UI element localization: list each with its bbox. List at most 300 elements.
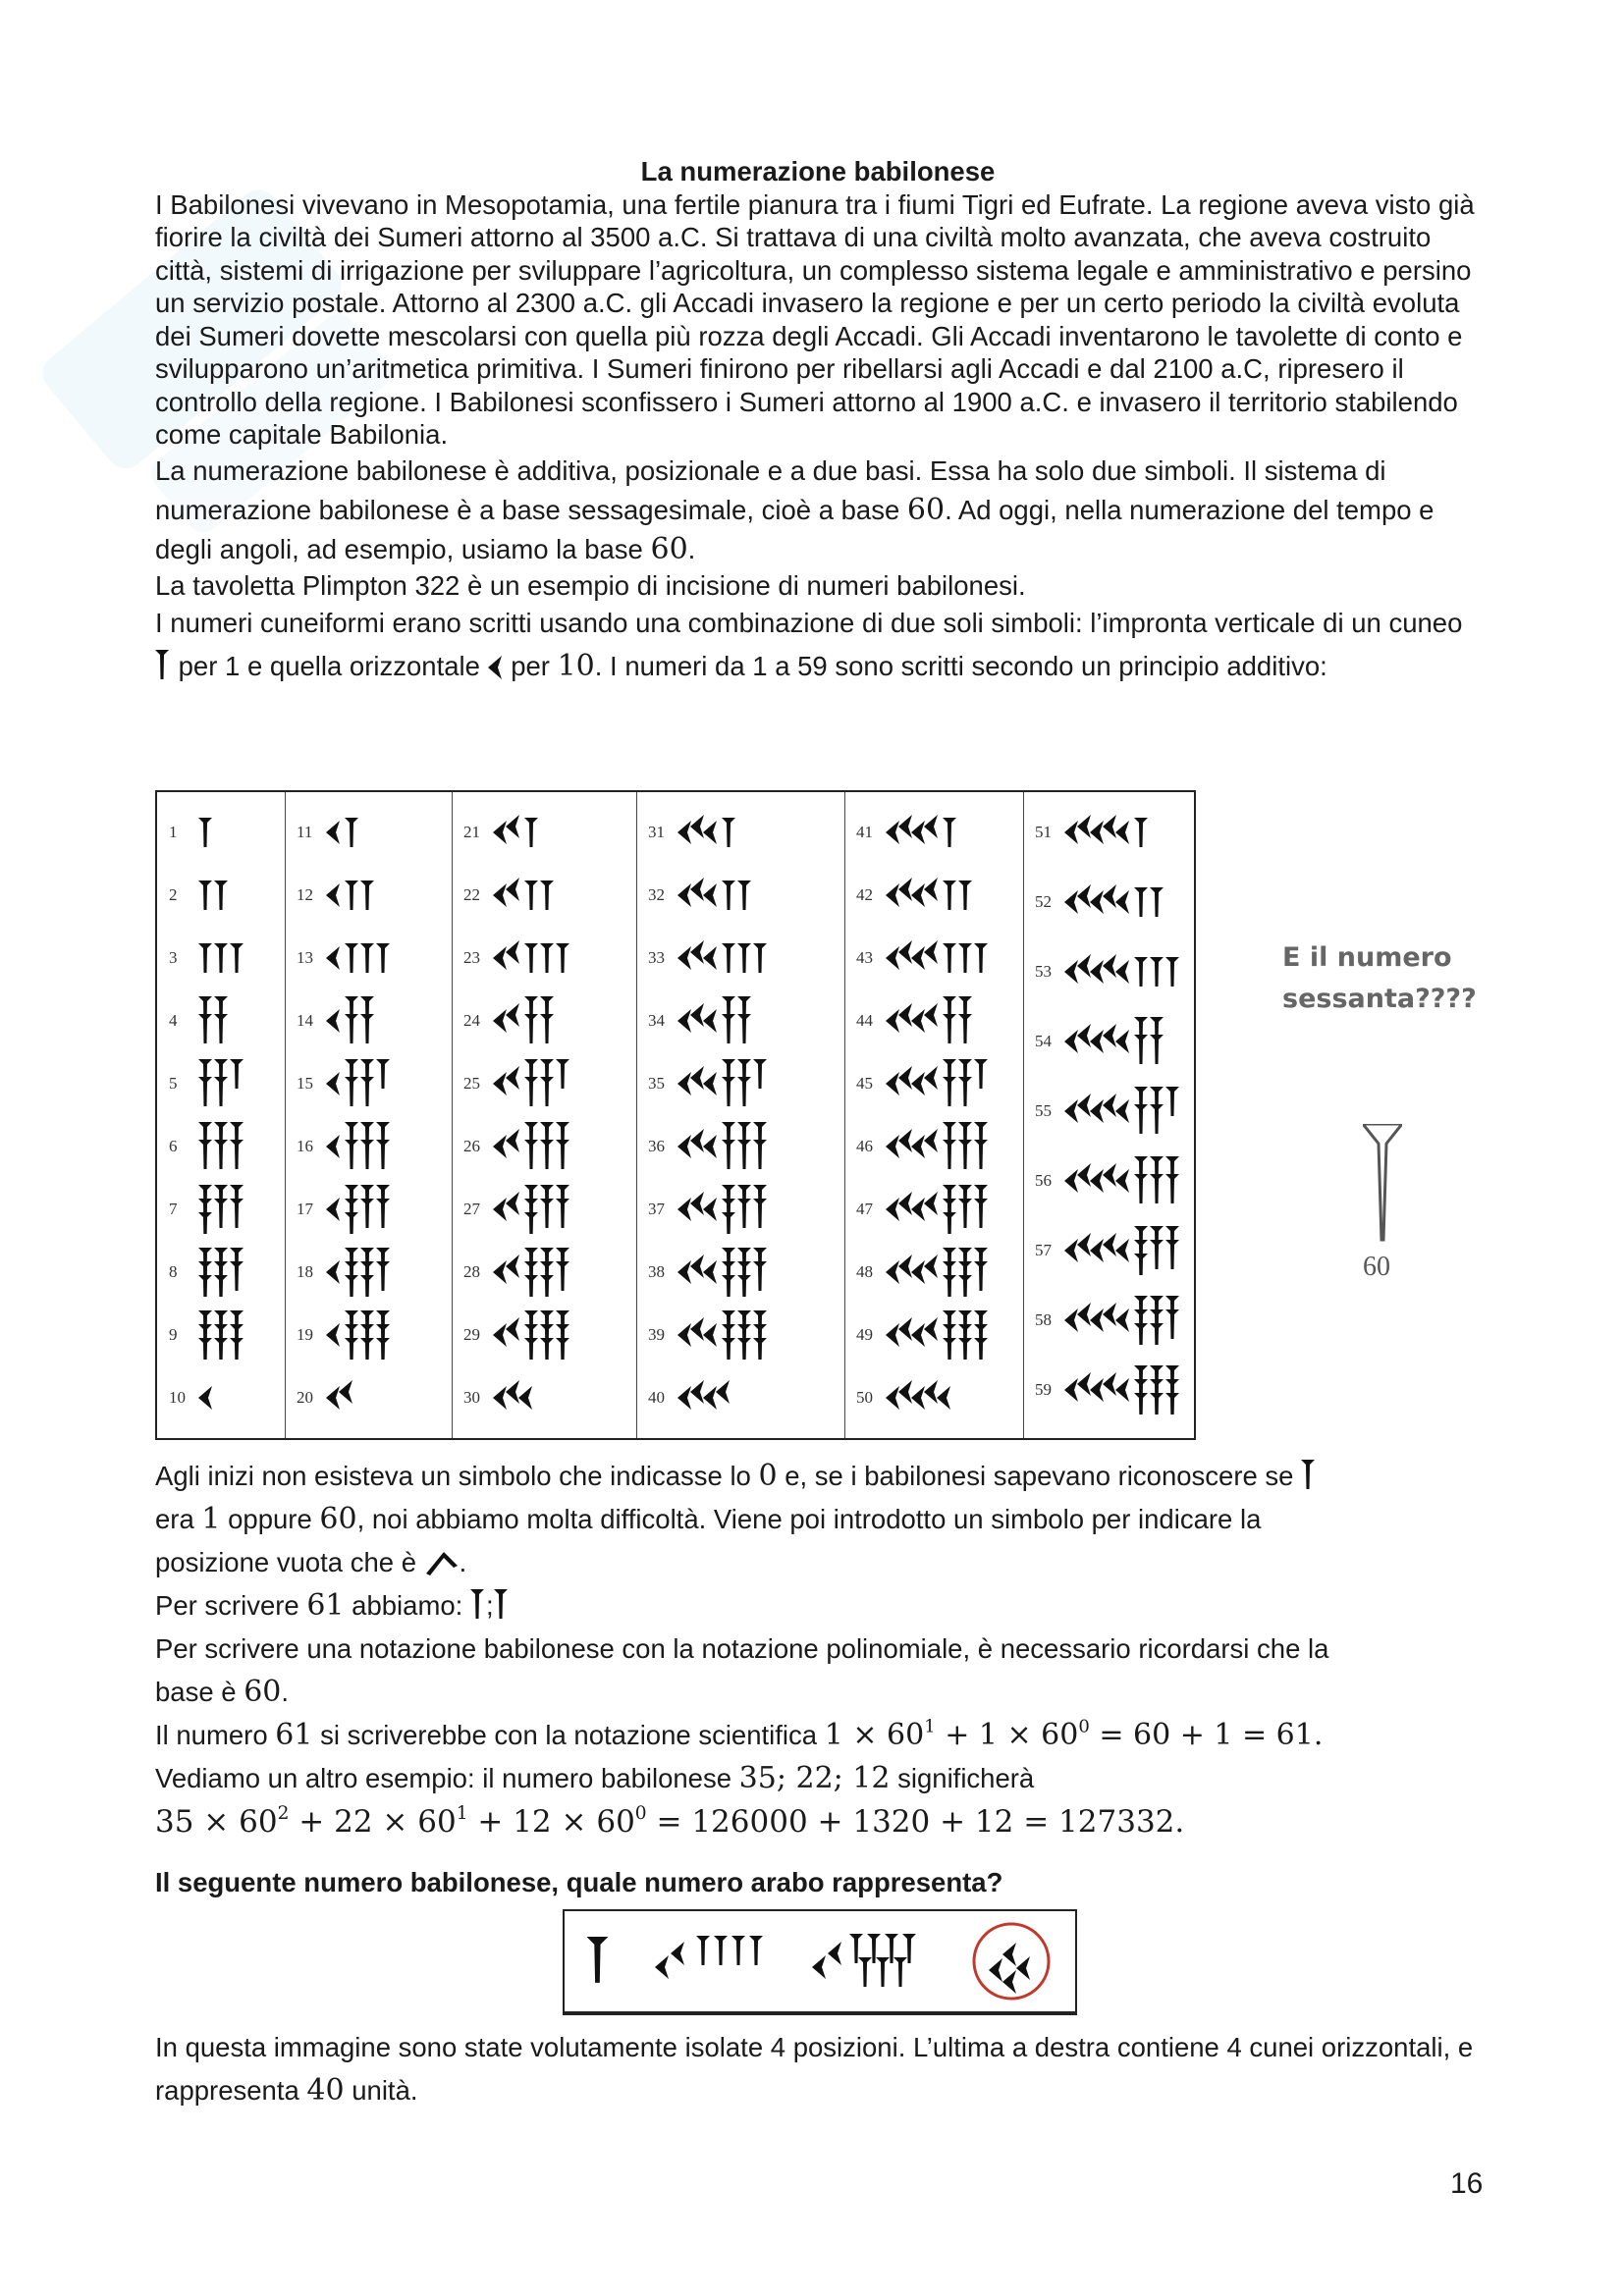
math-number: 0 bbox=[758, 1459, 778, 1493]
unit-wedge-mark bbox=[360, 1275, 374, 1297]
table-cell-label: 32 bbox=[648, 885, 665, 904]
vertical-wedge-icon bbox=[470, 1589, 486, 1621]
ten-wedge-mark bbox=[886, 883, 899, 907]
cuneiform-numeral-icon bbox=[886, 1310, 1008, 1360]
ten-wedge-mark bbox=[898, 815, 912, 838]
text-line bbox=[155, 1757, 1490, 1800]
unit-wedge-mark bbox=[722, 818, 735, 847]
cuneiform-numeral-icon bbox=[677, 808, 754, 857]
unit-wedge-mark bbox=[198, 1140, 212, 1169]
math-number: 10 bbox=[557, 649, 595, 683]
ten-wedge-mark bbox=[518, 1386, 532, 1410]
table-cell-label: 58 bbox=[1035, 1310, 1052, 1329]
text-span: . bbox=[459, 1547, 467, 1577]
table-cell bbox=[1035, 1365, 1200, 1415]
ten-wedge-mark bbox=[339, 1380, 352, 1404]
ten-wedge-mark bbox=[493, 1386, 507, 1410]
ten-wedge-mark bbox=[326, 946, 340, 970]
cuneiform-numeral-icon bbox=[1064, 1365, 1200, 1415]
unit-wedge-mark bbox=[1134, 818, 1148, 847]
table-cell bbox=[1035, 947, 1200, 996]
ten-wedge-mark bbox=[1115, 1030, 1129, 1053]
cuneiform-numbers-table bbox=[155, 790, 1196, 1440]
text-span: era bbox=[155, 1504, 202, 1534]
unit-wedge-mark bbox=[943, 1077, 956, 1106]
ten-wedge-mark bbox=[911, 1260, 925, 1284]
cuneiform-numeral-icon bbox=[886, 934, 1008, 983]
unit-wedge-mark bbox=[540, 1077, 554, 1106]
unit-wedge-mark bbox=[376, 1338, 390, 1360]
cuneiform-numeral-icon bbox=[198, 996, 270, 1045]
ten-wedge-mark bbox=[1077, 1024, 1091, 1047]
exercise-number-box bbox=[563, 1909, 1077, 2015]
table-cell-label: 6 bbox=[169, 1137, 178, 1155]
unit-wedge-mark bbox=[974, 1059, 988, 1089]
text-span: significherà bbox=[890, 1763, 1035, 1793]
unit-wedge-mark bbox=[214, 1199, 228, 1228]
unit-wedge-mark bbox=[1134, 1035, 1148, 1064]
table-cell-label: 9 bbox=[169, 1325, 178, 1344]
unit-wedge-mark bbox=[1134, 1393, 1148, 1415]
cuneiform-numeral-icon bbox=[1064, 1087, 1200, 1136]
cuneiform-numeral-icon bbox=[198, 1185, 270, 1234]
unit-wedge-mark bbox=[737, 1140, 751, 1169]
table-cell-label: 33 bbox=[648, 948, 665, 967]
table-cell bbox=[463, 871, 573, 920]
unit-wedge-mark bbox=[974, 1338, 988, 1360]
unit-wedge-mark bbox=[214, 1077, 228, 1106]
ten-wedge-mark bbox=[1115, 1169, 1129, 1193]
unit-wedge-mark bbox=[230, 1261, 244, 1291]
ten-wedge-mark bbox=[677, 1323, 691, 1347]
ten-wedge-mark bbox=[703, 1009, 717, 1033]
unit-wedge-mark bbox=[1134, 1323, 1148, 1345]
unit-wedge-mark bbox=[737, 1014, 751, 1043]
unit-wedge-mark bbox=[556, 943, 569, 973]
unit-wedge-mark bbox=[214, 1014, 228, 1043]
unit-wedge-mark bbox=[722, 1077, 735, 1106]
table-cell-label: 59 bbox=[1035, 1380, 1052, 1399]
table-cell-label: 55 bbox=[1035, 1101, 1052, 1120]
ten-wedge-mark bbox=[1090, 1239, 1104, 1262]
cuneiform-numeral-icon bbox=[886, 1122, 1008, 1171]
table-cell bbox=[463, 934, 590, 983]
ten-wedge-mark bbox=[1103, 884, 1116, 908]
unit-wedge-mark bbox=[376, 1059, 390, 1089]
ten-wedge-mark bbox=[924, 1255, 938, 1278]
unit-wedge-mark bbox=[722, 1338, 735, 1360]
ten-wedge-mark bbox=[886, 1009, 899, 1033]
sixty-wedge-icon bbox=[1363, 1124, 1402, 1242]
cuneiform-numeral-icon bbox=[886, 1373, 971, 1422]
ten-wedge-mark bbox=[1103, 1024, 1116, 1047]
intro-paragraph-history: I Babilonesi vivevano in Mesopotamia, una fertile pianura tra i fiumi Tigri ed Eufrate. La regione aveva visto già fiorire la civiltà dei Sumeri attorno al 3500 a.C. Si trattava di una civiltà molto avanzata, che aveva costruito città, sistemi di irrigazione per sviluppare l’agricoltura, un complesso sistema legale e amministrativo e persino un servizio postale. Attorno al 2300 a.C. gli Accadi invasero la regione e per un certo periodo la civiltà evoluta dei Sumeri dovette mescolarsi con quella più rozza degli Accadi. Gli Accadi inventarono le tavolette di conto e svilupparono un’aritmetica primitiva. I Sumeri finirono per ribellarsi agli Accadi e dal 2100 a.C, ripresero il controllo della regione. I Babilonesi sconfissero i Sumeri attorno al 1900 a.C. e invasero il territorio stabilendo come capitale Babilonia. bbox=[155, 188, 1475, 450]
cuneiform-numeral-icon bbox=[493, 1373, 553, 1422]
unit-wedge-mark bbox=[230, 1059, 244, 1089]
unit-wedge-mark bbox=[753, 943, 767, 973]
table-cell bbox=[856, 808, 975, 857]
unit-wedge-mark bbox=[214, 1275, 228, 1297]
ten-wedge-mark bbox=[677, 821, 691, 844]
text-span: . bbox=[687, 533, 696, 564]
ten-wedge-mark bbox=[690, 1255, 704, 1278]
ten-wedge-mark bbox=[886, 946, 899, 970]
unit-wedge-mark bbox=[1150, 1240, 1164, 1269]
table-cell bbox=[463, 1310, 590, 1360]
table-cell bbox=[297, 1248, 410, 1297]
cuneiform-digit-28-icon bbox=[810, 1932, 928, 1991]
cuneiform-numeral-icon bbox=[1064, 1017, 1200, 1066]
ten-wedge-mark bbox=[493, 1135, 507, 1158]
ten-wedge-mark bbox=[326, 1072, 340, 1095]
table-cell bbox=[1035, 1017, 1200, 1066]
cuneiform-numeral-icon bbox=[326, 1310, 410, 1360]
table-cell bbox=[297, 1310, 410, 1360]
table-cell-label: 40 bbox=[648, 1388, 665, 1407]
text-line bbox=[155, 1584, 1490, 1628]
cuneiform-numeral-icon bbox=[677, 996, 787, 1045]
text-span: In questa immagine sono state volutamente isolate 4 posizioni. L’ultima a destra contiene 4 cunei orizzontali, e rappresenta bbox=[155, 2032, 1474, 2106]
ten-wedge-mark bbox=[1090, 1030, 1104, 1053]
unit-wedge-mark bbox=[737, 1077, 751, 1106]
text-line: Per scrivere una notazione babilonese con la notazione polinomiale, è necessario ricordarsi che la bbox=[155, 1633, 1329, 1664]
ten-wedge-mark bbox=[690, 1317, 704, 1341]
table-cell bbox=[463, 996, 590, 1045]
text-span: base è bbox=[155, 1677, 244, 1707]
table-cell bbox=[648, 1310, 787, 1360]
unit-wedge-mark bbox=[722, 1140, 735, 1169]
unit-wedge-mark bbox=[556, 1338, 569, 1360]
unit-wedge-mark bbox=[360, 1014, 374, 1043]
ten-wedge-mark bbox=[911, 1198, 925, 1221]
table-cell-label: 19 bbox=[297, 1325, 313, 1344]
unit-wedge-mark bbox=[230, 1140, 244, 1169]
table-cell-label: 46 bbox=[856, 1137, 873, 1155]
ten-wedge-mark bbox=[716, 1380, 730, 1404]
unit-wedge-mark bbox=[198, 1275, 212, 1297]
exercise-question: Il seguente numero babilonese, quale numero arabo rappresenta? bbox=[155, 1867, 1003, 1897]
unit-wedge-mark bbox=[360, 1199, 374, 1228]
ten-wedge-mark bbox=[690, 1129, 704, 1152]
ten-wedge-mark bbox=[690, 1192, 704, 1215]
text-span: posizione vuota che è bbox=[155, 1547, 424, 1577]
ten-wedge-mark bbox=[1103, 954, 1116, 978]
ten-wedge-mark bbox=[924, 1003, 938, 1027]
unit-wedge-mark bbox=[1150, 1174, 1164, 1203]
intro-paragraph-system bbox=[155, 452, 1481, 569]
table-cell bbox=[463, 1122, 590, 1171]
unit-wedge-mark bbox=[958, 1275, 972, 1297]
cuneiform-numeral-icon bbox=[677, 1059, 787, 1108]
ten-wedge-mark bbox=[506, 1003, 519, 1027]
unit-wedge-mark bbox=[958, 1338, 972, 1360]
intro-paragraph-symbols bbox=[155, 602, 1481, 688]
unit-wedge-mark bbox=[198, 1212, 212, 1234]
table-cell bbox=[297, 1185, 410, 1234]
ten-wedge-mark bbox=[1115, 1239, 1129, 1262]
table-cell-label: 57 bbox=[1035, 1241, 1052, 1259]
unit-wedge-mark bbox=[230, 943, 244, 973]
table-cell bbox=[648, 996, 787, 1045]
unit-wedge-mark bbox=[556, 1059, 569, 1089]
ten-wedge-mark bbox=[1077, 884, 1091, 908]
unit-wedge-mark bbox=[958, 1199, 972, 1228]
ten-wedge-mark bbox=[1115, 890, 1129, 914]
cuneiform-numeral-icon bbox=[886, 996, 1008, 1045]
ten-wedge-mark bbox=[677, 883, 691, 907]
cuneiform-numeral-icon bbox=[493, 1310, 590, 1360]
ten-wedge-mark bbox=[1090, 1099, 1104, 1123]
unit-wedge-mark bbox=[345, 1140, 358, 1169]
cuneiform-numeral-icon bbox=[886, 808, 975, 857]
table-cell-label: 13 bbox=[297, 948, 313, 967]
text-span: si scriverebbe con la notazione scientifica bbox=[312, 1720, 825, 1750]
unit-wedge-mark bbox=[753, 1338, 767, 1360]
ten-wedge-mark bbox=[703, 1072, 717, 1095]
table-cell-label: 52 bbox=[1035, 892, 1052, 911]
cuneiform-numeral-icon bbox=[493, 1122, 590, 1171]
ten-wedge-mark bbox=[886, 1135, 899, 1158]
table-cell bbox=[648, 1373, 750, 1422]
table-cell bbox=[297, 1122, 410, 1171]
unit-wedge-mark bbox=[753, 1199, 767, 1228]
ten-wedge-mark bbox=[1090, 821, 1104, 844]
ten-wedge-mark bbox=[911, 946, 925, 970]
text-span: oppure bbox=[220, 1504, 320, 1534]
ten-wedge-mark bbox=[937, 1386, 950, 1410]
ten-wedge-mark bbox=[898, 1003, 912, 1027]
unit-wedge-mark bbox=[943, 1140, 956, 1169]
table-cell-label: 37 bbox=[648, 1200, 665, 1218]
unit-wedge-mark bbox=[1150, 1035, 1164, 1064]
formula-61: $1 \times 60^1 + 1 \times 60^0 = 60 + 1 = 61$. bbox=[824, 1716, 1324, 1752]
ten-wedge-mark bbox=[703, 1260, 717, 1284]
unit-wedge-mark bbox=[230, 1338, 244, 1360]
table-cell bbox=[297, 996, 410, 1045]
table-cell bbox=[463, 1248, 590, 1297]
unit-wedge-mark bbox=[737, 1199, 751, 1228]
unit-wedge-mark bbox=[345, 1212, 358, 1234]
unit-wedge-mark bbox=[943, 943, 956, 973]
cuneiform-numeral-icon bbox=[198, 1373, 233, 1422]
table-cell bbox=[297, 1373, 373, 1422]
unit-wedge-mark bbox=[198, 943, 212, 973]
unit-wedge-mark bbox=[524, 1212, 538, 1234]
ten-wedge-mark bbox=[1103, 1163, 1116, 1187]
table-cell-label: 51 bbox=[1035, 823, 1052, 841]
ten-wedge-mark bbox=[1103, 1303, 1116, 1326]
unit-wedge-mark bbox=[360, 1338, 374, 1360]
vertical-wedge-icon bbox=[494, 1589, 510, 1621]
ten-wedge-mark bbox=[690, 1003, 704, 1027]
unit-wedge-mark bbox=[360, 943, 374, 973]
unit-wedge-mark bbox=[214, 881, 228, 910]
cuneiform-numeral-icon bbox=[493, 871, 573, 920]
note-line: sessanta???? bbox=[1282, 984, 1477, 1014]
unit-wedge-mark bbox=[376, 1261, 390, 1291]
table-cell bbox=[169, 1373, 233, 1422]
ten-wedge-mark bbox=[703, 946, 717, 970]
unit-wedge-mark bbox=[1165, 957, 1179, 987]
table-cell-label: 56 bbox=[1035, 1171, 1052, 1190]
unit-wedge-mark bbox=[524, 1338, 538, 1360]
unit-wedge-mark bbox=[958, 943, 972, 973]
unit-wedge-mark bbox=[540, 943, 554, 973]
table-column-divider bbox=[844, 792, 845, 1438]
unit-wedge-mark bbox=[753, 1140, 767, 1169]
ten-wedge-mark bbox=[911, 1323, 925, 1347]
ten-wedge-mark bbox=[924, 940, 938, 964]
ten-wedge-mark bbox=[1077, 1094, 1091, 1117]
ten-wedge-mark bbox=[493, 1198, 507, 1221]
ten-wedge-mark bbox=[506, 1192, 519, 1215]
table-column-divider bbox=[452, 792, 453, 1438]
ten-wedge-mark bbox=[1090, 960, 1104, 984]
table-cell bbox=[169, 808, 237, 857]
unit-wedge-mark bbox=[1150, 1393, 1164, 1415]
ten-wedge-mark bbox=[690, 815, 704, 838]
ten-wedge-mark bbox=[1064, 1030, 1078, 1053]
math-number: 60 bbox=[244, 1675, 282, 1709]
unit-wedge-mark bbox=[524, 881, 538, 910]
ten-wedge-mark bbox=[326, 1386, 340, 1410]
ten-wedge-mark bbox=[886, 821, 899, 844]
text-span: e, se i babilonesi sapevano riconoscere se bbox=[777, 1461, 1302, 1491]
text-span: per 1 e quella orizzontale bbox=[171, 651, 488, 681]
ten-wedge-mark bbox=[1077, 1163, 1091, 1187]
table-cell bbox=[856, 1122, 1008, 1171]
cuneiform-numeral-icon bbox=[326, 871, 394, 920]
ten-wedge-mark bbox=[1077, 815, 1091, 838]
text-span: Il numero bbox=[155, 1720, 276, 1750]
unit-wedge-mark bbox=[540, 881, 554, 910]
table-cell bbox=[648, 1185, 787, 1234]
cuneiform-numeral-icon bbox=[198, 934, 270, 983]
math-number: 1 bbox=[201, 1502, 221, 1536]
ten-wedge-mark bbox=[690, 1380, 704, 1404]
ten-wedge-mark bbox=[326, 1009, 340, 1033]
unit-wedge-mark bbox=[345, 1275, 358, 1297]
cuneiform-numeral-icon bbox=[198, 1310, 270, 1360]
ten-wedge-mark bbox=[677, 1386, 691, 1410]
ten-wedge-mark bbox=[1103, 815, 1116, 838]
unit-wedge-mark bbox=[943, 1338, 956, 1360]
ten-wedge-mark bbox=[326, 821, 340, 844]
table-cell bbox=[648, 871, 771, 920]
unit-wedge-mark bbox=[198, 1338, 212, 1360]
ten-wedge-mark bbox=[1090, 1169, 1104, 1193]
table-cell-label: 54 bbox=[1035, 1032, 1052, 1050]
table-cell-label: 47 bbox=[856, 1200, 873, 1218]
table-column-divider bbox=[1023, 792, 1024, 1438]
cuneiform-numeral-icon bbox=[493, 1185, 590, 1234]
table-cell-label: 28 bbox=[463, 1262, 480, 1281]
unit-wedge-mark bbox=[1165, 1393, 1179, 1415]
table-cell-label: 17 bbox=[297, 1200, 313, 1218]
ten-wedge-mark bbox=[911, 821, 925, 844]
unit-wedge-mark bbox=[540, 1199, 554, 1228]
cuneiform-numeral-icon bbox=[326, 934, 410, 983]
table-cell bbox=[169, 1185, 270, 1234]
ten-wedge-mark bbox=[911, 1135, 925, 1158]
ten-wedge-mark bbox=[1064, 1378, 1078, 1402]
unit-wedge-mark bbox=[524, 1014, 538, 1043]
table-column-divider bbox=[636, 792, 637, 1438]
ten-wedge-mark bbox=[1064, 1239, 1078, 1262]
cuneiform-numeral-icon bbox=[1064, 1226, 1200, 1275]
table-cell-label: 7 bbox=[169, 1200, 178, 1218]
table-cell-label: 12 bbox=[297, 885, 313, 904]
ten-wedge-mark bbox=[326, 1198, 340, 1221]
unit-wedge-mark bbox=[943, 881, 956, 910]
ten-wedge-mark bbox=[1077, 1303, 1091, 1326]
cuneiform-numeral-icon bbox=[493, 996, 590, 1045]
ten-wedge-mark bbox=[506, 1066, 519, 1090]
ten-wedge-mark bbox=[493, 1072, 507, 1095]
table-cell-label: 43 bbox=[856, 948, 873, 967]
unit-wedge-mark bbox=[345, 818, 358, 847]
table-cell-label: 50 bbox=[856, 1388, 873, 1407]
explanation-block bbox=[155, 1455, 1490, 1843]
table-cell bbox=[169, 1122, 270, 1171]
unit-wedge-mark bbox=[1150, 1104, 1164, 1134]
table-cell-label: 14 bbox=[297, 1011, 313, 1030]
ten-wedge-mark bbox=[326, 1135, 340, 1158]
unit-wedge-mark bbox=[214, 943, 228, 973]
table-cell-label: 16 bbox=[297, 1137, 313, 1155]
ten-wedge-mark bbox=[690, 1066, 704, 1090]
ten-wedge-mark bbox=[1064, 890, 1078, 914]
table-cell bbox=[856, 871, 992, 920]
ten-wedge-mark bbox=[1103, 1233, 1116, 1256]
ten-wedge-mark bbox=[886, 1072, 899, 1095]
cuneiform-numeral-icon bbox=[1064, 878, 1183, 927]
text-span: I numeri cuneiformi erano scritti usando una combinazione di due soli simboli: l’impronta verticale di un cuneo bbox=[155, 608, 1463, 638]
math-number: 35; 22; 12 bbox=[738, 1761, 891, 1795]
ten-wedge-mark bbox=[924, 1192, 938, 1215]
cuneiform-numeral-icon bbox=[886, 871, 992, 920]
ten-wedge-mark bbox=[924, 815, 938, 838]
table-cell-label: 3 bbox=[169, 948, 178, 967]
table-cell bbox=[1035, 1296, 1200, 1345]
unit-wedge-mark bbox=[722, 1275, 735, 1297]
table-cell-label: 34 bbox=[648, 1011, 665, 1030]
page-number: 16 bbox=[1450, 2167, 1484, 2200]
table-cell bbox=[1035, 878, 1183, 927]
cuneiform-numeral-icon bbox=[886, 1185, 1008, 1234]
sixty-label: 60 bbox=[1363, 1252, 1390, 1282]
table-column-divider bbox=[285, 792, 286, 1438]
unit-wedge-mark bbox=[737, 1338, 751, 1360]
ten-wedge-mark bbox=[493, 1323, 507, 1347]
ten-wedge-mark bbox=[703, 1386, 717, 1410]
unit-wedge-mark bbox=[214, 1140, 228, 1169]
unit-wedge-mark bbox=[376, 943, 390, 973]
text-span: Agli inizi non esisteva un simbolo che indicasse lo bbox=[155, 1461, 759, 1491]
table-cell bbox=[463, 1185, 590, 1234]
ten-wedge-mark bbox=[1115, 1378, 1129, 1402]
table-cell bbox=[1035, 1226, 1200, 1275]
ten-wedge-mark bbox=[326, 1260, 340, 1284]
table-cell bbox=[856, 1373, 971, 1422]
table-cell bbox=[648, 934, 787, 983]
unit-wedge-mark bbox=[360, 1140, 374, 1169]
ten-wedge-mark bbox=[886, 1260, 899, 1284]
ten-wedge-mark bbox=[911, 883, 925, 907]
ten-wedge-mark bbox=[506, 940, 519, 964]
table-cell-label: 30 bbox=[463, 1388, 480, 1407]
ten-wedge-mark bbox=[1064, 960, 1078, 984]
